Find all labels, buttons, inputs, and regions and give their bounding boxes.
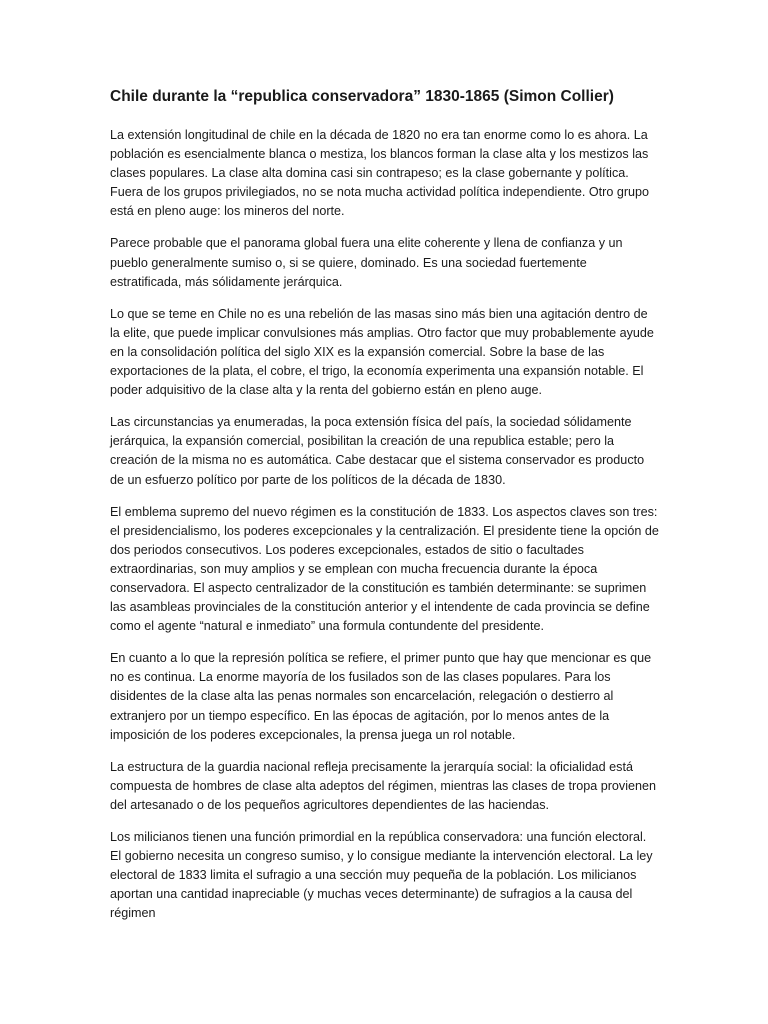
paragraph-4: Las circunstancias ya enumeradas, la poca extensión física del país, la sociedad sólidamente jerárquica, la expansión comercial, posibilitan la creación de una republica estable; pero la creación de la misma no es automática. Cabe destacar que el sistema conservador es producto de un esfuerzo político por parte de los políticos de la década de 1830.	[110, 415, 645, 487]
paragraph-2: Parece probable que el panorama global fuera una elite coherente y llena de confianza y un pueblo generalmente sumiso o, si se quiere, dominado. Es una sociedad fuertemente estratificada, más sólidamente jerárquica.	[110, 236, 623, 289]
paragraph-8: Los milicianos tienen una función primordial en la república conservadora: una función electoral. El gobierno necesita un congreso sumiso, y lo consigue mediante la intervención electoral. La ley electoral de 1833 limita el sufragio a una sección muy pequeña de la población. Los milicianos aportan una cantidad inapreciable (y muchas veces determinante) de sufragios a la causa del régimen	[110, 830, 653, 921]
paragraph-6: En cuanto a lo que la represión política se refiere, el primer punto que hay que mencionar es que no es continua. La enorme mayoría de los fusilados son de las clases populares. Para los disidentes de la clase alta las penas normales son encarcelación, relegación o destierro al extranjero por un tiempo específico. En las épocas de agitación, por lo menos antes de la imposición de los poderes excepcionales, la prensa juega un rol notable.	[110, 651, 652, 742]
document-page	[110, 86, 660, 936]
paragraph-5: El emblema supremo del nuevo régimen es la constitución de 1833. Los aspectos claves son tres: el presidencialismo, los poderes excepcionales y la centralización. El presidente tiene la opción de dos periodos consecutivos. Los poderes excepcionales, estados de sitio o facultades extraordinarias, son muy amplios y se emplean con mucha frecuencia durante la época conservadora. El aspecto centralizador de la constitución es también determinante: se suprimen las asambleas provinciales de la constitución anterior y el intendente de cada provincia se define como el agente “natural e inmediato” una formula contundente del presidente.	[110, 504, 659, 634]
paragraph-1: La extensión longitudinal de chile en la década de 1820 no era tan enorme como lo es ahora. La población es esencialmente blanca o mestiza, los blancos forman la clase alta y los mestizos las clases populares. La clase alta domina casi sin contrapeso; es la clase gobernante y política. Fuera de los grupos privilegiados, no se nota mucha actividad política independiente. Otro grupo está en pleno auge: los mineros del norte.	[110, 128, 650, 219]
paragraph-3: Lo que se teme en Chile no es una rebelión de las masas sino más bien una agitación dentro de la elite, que puede implicar convulsiones más amplias. Otro factor que muy probablemente ayude en la consolidación política del siglo XIX es la expansión comercial. Sobre la base de las exportaciones de la plata, el cobre, el trigo, la economía experimenta una expansión notable. El poder adquisitivo de la clase alta y la renta del gobierno están en pleno auge.	[110, 306, 654, 398]
document-title: Chile durante la “republica conservadora” 1830-1865 (Simon Collier)	[110, 88, 614, 105]
paragraph-7: La estructura de la guardia nacional refleja precisamente la jerarquía social: la oficialidad está compuesta de hombres de clase alta adeptos del régimen, mientras las clases de tropa provienen del artesanado o de los pequeños agricultores dependientes de las haciendas.	[110, 759, 657, 812]
